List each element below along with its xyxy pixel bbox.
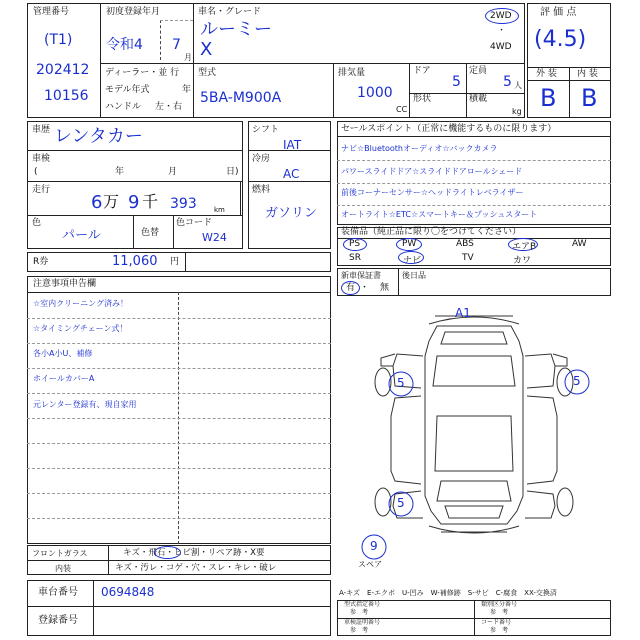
equipment-label: 装備品（純正品に限り〇をつけてください） [341,227,522,237]
exterior-grade: B [540,84,557,112]
capacity-value: 5 [503,74,512,90]
eq-airbag-circle [508,238,538,251]
eq-tv: TV [462,253,474,263]
car-name: ルーミー [200,19,272,40]
cc-unit: CC [396,105,408,114]
mileage-v3: 393 [170,196,197,212]
sales-point-2: パワースライドドア☆スライドドアロールシェード [341,167,523,176]
warranty-label: 新車保証書 [341,271,381,280]
inspection-year: 年 [115,167,125,177]
warranty-yes: 有 [346,283,356,293]
mgmt-num1: 202412 [36,62,90,78]
warranty-sep: ・ [360,283,370,293]
eq-aw: AW [572,239,587,249]
cert-ref: 参 考 [350,627,369,634]
capacity-label: 定員 [469,66,488,76]
load-label: 積載 [469,94,488,104]
frame-value: 0694848 [101,585,155,599]
ac-value: AC [283,167,300,181]
mgmt-t: (T1) [44,32,73,48]
history-value: レンタカー [54,126,143,147]
handle-value: 左・右 [155,102,183,112]
warranty-yes-circle [341,281,360,295]
rating-label: 評 価 点 [540,7,577,18]
exterior-label: 外 装 [536,69,557,79]
color-label: 色 [32,218,42,228]
damage-legend: A-キズ E-エクボ U-凹み W-補修跡 S-サビ C-腐食 XX-交換済 [339,589,557,597]
month-value: 7 [172,37,181,53]
year-unit: 年 [182,85,192,95]
eq-leather: カワ [513,256,532,266]
note-2: ☆タイミングチェーン式！ [33,324,128,333]
eq-abs: ABS [456,239,474,249]
sales-point-3: 前後コーナーセンサー☆ヘッドライトレベライザー [341,188,524,197]
warranty-no: 無 [380,283,390,293]
era-value: 令和4 [106,37,143,53]
class-num-label: 類別区分番号 [481,601,518,608]
eq-airbag: エアB [512,242,537,252]
note-1: ☆室内クリーニング済み！ [33,299,129,308]
frame-label: 車台番号 [38,587,78,598]
eq-navi-circle [398,251,424,264]
type-value: 5BA-M900A [200,90,282,106]
glass-text: キズ・飛石・ヒビ割・リペア跡・X要 [123,548,265,558]
note-3: 各小A小U、補修 [33,349,93,358]
shift-label: シフト [252,125,280,135]
person-unit: 人 [514,81,522,90]
cert-label: 車検証明番号 [344,619,381,626]
interior-row-text: キズ・汚レ・コゲ・穴・スレ・キレ・破レ [115,563,277,573]
code-label: コード番号 [481,619,512,626]
inspection-label: 車検 [32,154,51,164]
type-label: 型式 [198,68,217,78]
note-5: 元レンター登録有、現自家用 [33,400,137,409]
door-value: 5 [452,74,461,90]
history-label: 車歴 [32,125,51,135]
displacement-label: 排気量 [338,68,366,78]
fuel-value: ガソリン [265,206,318,221]
grade: X [200,39,213,60]
mileage-u2: 千 [142,192,159,211]
glass-chip-circle [154,546,181,559]
damage-mark-spare: 9 [370,539,378,553]
car-diagram [337,296,611,586]
recycle-label: R券 [33,257,49,267]
notes-block [27,276,331,544]
class-num-ref: 参 考 [490,609,509,616]
damage-mark-left-rear: 5 [397,496,405,510]
color-change-label: 色替 [141,228,160,238]
mgmt-label: 管理番号 [33,7,70,17]
recycle-unit: 円 [170,257,180,267]
eq-pw-circle [396,238,422,251]
type-spec-label: 型式指定番号 [344,601,381,608]
mileage-unit: km [214,206,225,214]
mileage-v1: 6 [91,192,103,213]
glass-label: フロントガラス [32,549,88,558]
dealer-label: ディーラー・並 行 [105,68,180,78]
eq-pw: PW [402,239,417,249]
door-label: ドア [413,66,431,76]
inspection-open: ( [34,167,38,177]
mgmt-num2: 10156 [44,88,89,104]
recycle-value: 11,060 [112,254,158,269]
drive-dot: ・ [497,26,507,36]
sales-point-1: ナビ☆Bluetoothオーディオ☆バックカメラ [341,144,498,153]
notes-label: 注意事項申告欄 [33,279,97,289]
inspection-day: 日) [226,167,239,177]
color-code: W24 [202,231,227,244]
model-year-label: モデル年式 [105,85,150,95]
damage-mark-left-front: 5 [397,376,405,390]
damage-mark-right-front: 5 [573,374,581,388]
color-code-label: 色コード [176,218,213,228]
shift-value: IAT [283,138,302,152]
spare-label: スペア [358,560,382,569]
kg-unit: kg [512,107,522,116]
interior-label: 内 装 [577,69,598,79]
car-name-label: 車名・グレード [198,7,262,17]
backnum-label: 後日品 [402,271,426,280]
interior-row-label: 内装 [55,564,71,573]
month-unit: 月 [184,53,192,62]
registration-label: 登録番号 [38,615,78,626]
ac-label: 冷房 [252,154,271,164]
displacement-value: 1000 [357,85,393,101]
note-4: ホイールカバーA [33,374,95,383]
drive-2wd: 2WD [490,11,512,21]
eq-ps: PS [349,239,361,249]
sales-point-4: オートライト☆ETC☆スマートキー＆プッシュスタート [341,210,538,219]
first-reg-label: 初度登録年月 [106,7,161,17]
inspection-month: 月 [168,167,178,177]
shape-label: 形状 [413,94,432,104]
sales-points-label: セールスポイント（正常に機能するものに限ります） [341,124,557,134]
interior-grade: B [581,84,598,112]
rating-score: (4.5) [534,27,587,52]
fuel-label: 燃料 [252,185,271,195]
drive-4wd: 4WD [490,42,512,52]
color-value: パール [62,228,101,243]
type-spec-ref: 参 考 [350,609,369,616]
eq-sr: SR [349,253,361,263]
damage-mark-a1: A1 [455,306,471,320]
handle-label: ハンドル [105,102,142,112]
mileage-u1: 万 [103,192,120,211]
mileage-label: 走行 [32,185,51,195]
code-ref: 参 考 [490,627,509,634]
eq-navi: ナビ [403,256,422,266]
eq-ps-circle [343,238,367,251]
mileage-v2: 9 [128,192,140,213]
